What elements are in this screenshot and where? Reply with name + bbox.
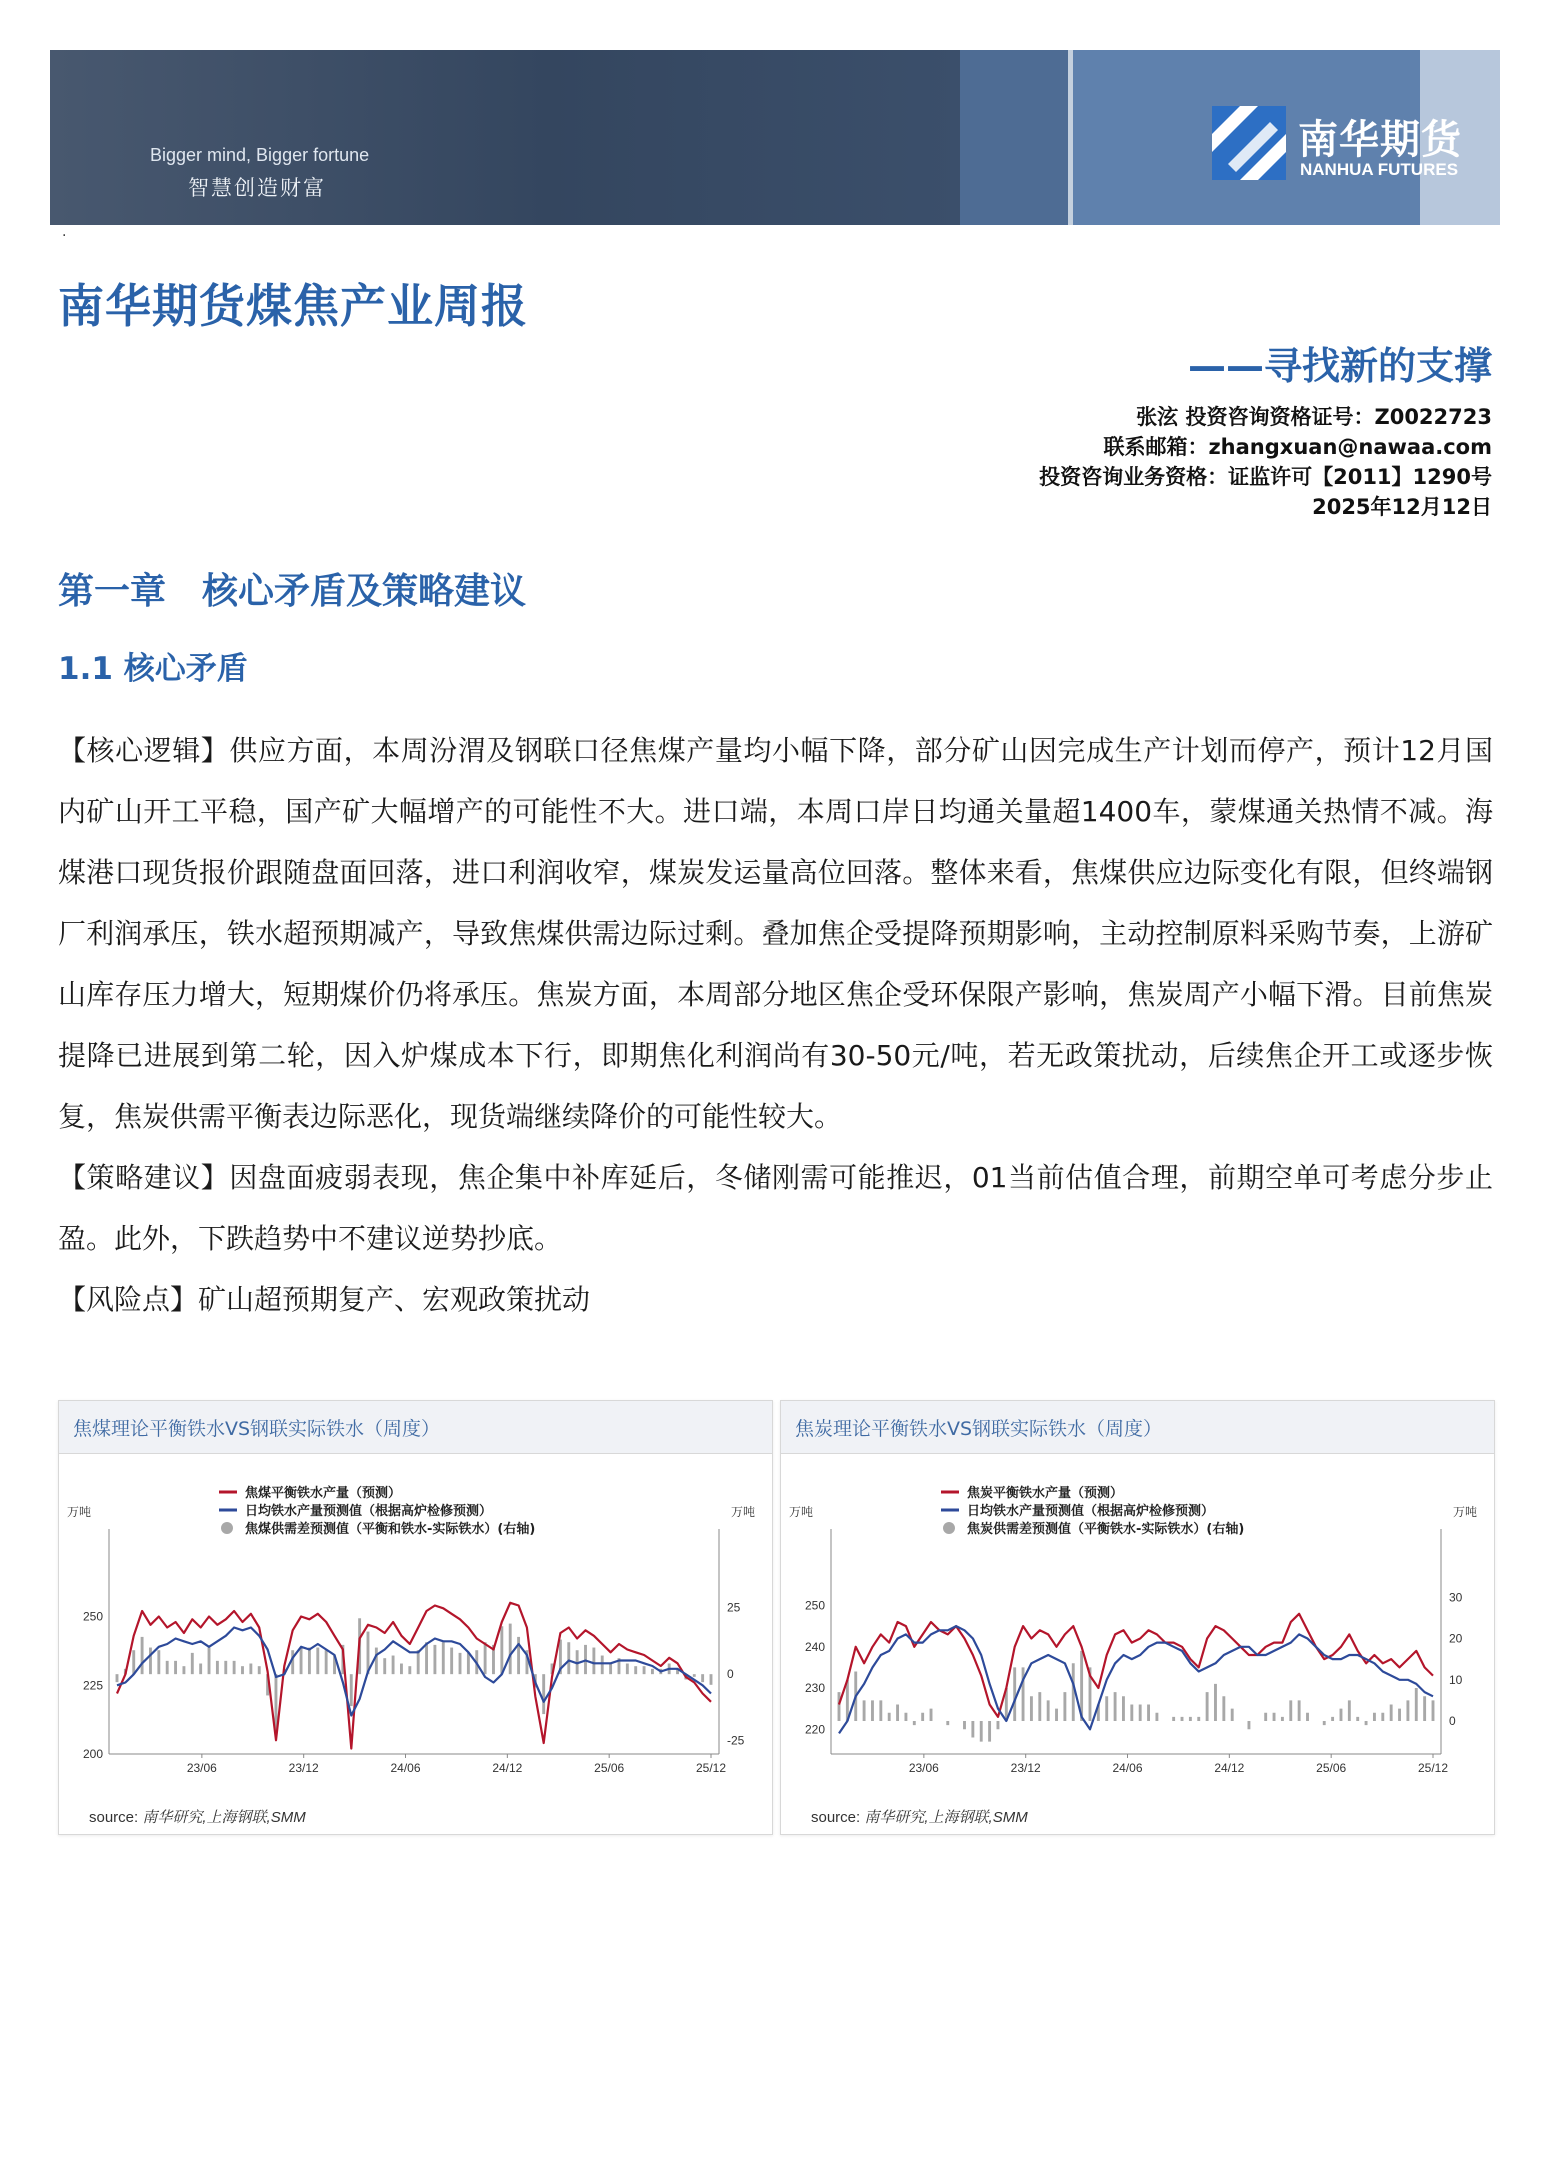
body-text [58, 720, 1493, 1330]
y-tick-label: 220 [804, 1722, 825, 1737]
section-heading: 1.1 核心矛盾 [58, 651, 248, 687]
gap-bar [1114, 1692, 1117, 1721]
legend-label: 焦炭平衡铁水产量（预测） [967, 1486, 1124, 1501]
gap-bar [316, 1648, 319, 1675]
gap-bar [1231, 1709, 1234, 1721]
gap-bar [1306, 1713, 1309, 1721]
gap-bar [1273, 1713, 1276, 1721]
gap-bar [191, 1653, 194, 1674]
gap-bar [634, 1666, 637, 1674]
gap-bar [626, 1664, 629, 1675]
gap-bar [450, 1648, 453, 1675]
gap-bar [1155, 1713, 1158, 1721]
report-subtitle: ——寻找新的支撑 [1187, 344, 1492, 388]
left-axis-unit: 万吨 [67, 1505, 92, 1519]
logo-text-english: NANHUA FUTURES [1300, 160, 1459, 179]
gap-bar [1340, 1709, 1343, 1721]
author-line: 张泫 投资咨询资格证号：Z0022723 [1136, 405, 1492, 429]
gap-bar [1189, 1717, 1192, 1721]
legend-label: 日均铁水产量预测值（根据高炉检修预测） [967, 1504, 1215, 1519]
gap-bar [1365, 1721, 1368, 1725]
gap-bar [567, 1642, 570, 1674]
gap-bar [149, 1648, 152, 1675]
gap-bar [1139, 1705, 1142, 1722]
gap-bar [300, 1648, 303, 1675]
gap-bar [710, 1674, 713, 1685]
gap-bar [879, 1700, 882, 1721]
gap-bar [930, 1709, 933, 1721]
y2-tick-label: -25 [727, 1733, 745, 1748]
gap-bar [199, 1664, 202, 1675]
x-tick-label: 24/12 [492, 1761, 523, 1775]
decorative-dot: · [62, 228, 67, 244]
gap-bar [417, 1650, 420, 1674]
gap-bar [963, 1721, 966, 1729]
gap-bar [1323, 1721, 1326, 1725]
gap-bar [643, 1666, 646, 1674]
gap-bar [1222, 1696, 1225, 1721]
logo-text-chinese: 南华期货 [1298, 117, 1462, 163]
chart-source [811, 1806, 1028, 1827]
legend-label: 日均铁水产量预测值（根据高炉检修预测） [245, 1504, 493, 1519]
gap-bar [216, 1661, 219, 1674]
gap-bar [433, 1645, 436, 1674]
gap-bar [166, 1661, 169, 1674]
gap-bar [1206, 1692, 1209, 1721]
gap-bar [258, 1666, 261, 1674]
x-tick-label: 24/06 [1112, 1761, 1143, 1775]
gap-bar [888, 1713, 891, 1721]
gap-bar [383, 1658, 386, 1674]
gap-bar [467, 1653, 470, 1674]
legend-label: 焦煤平衡铁水产量（预测） [245, 1486, 402, 1501]
core-logic-paragraph: 【核心逻辑】供应方面，本周汾渭及钢联口径焦煤产量均小幅下降，部分矿山因完成生产计划而停产，预计12月国内矿山开工平稳，国产矿大幅增产的可能性不大。进口端，本周口岸日均通关量超1400车，蒙煤通关热情不减。海煤港口现货报价跟随盘面回落，进口利润收窄，煤炭发运量高位回落。整体来看，焦煤供应边际变化有限，但终端钢厂利润承压，铁水超预期减产，导致焦煤供需边际过剩。叠加焦企受提降预期影响，主动控制原料采购节奏，上游矿山库存压力增大，短期煤价仍将承压。焦炭方面，本周部分地区焦企受环保限产影响，焦炭周产小幅下滑。目前焦炭提降已进展到第二轮，因入炉煤成本下行，即期焦化利润尚有30-50元/吨，若无政策扰动，后续焦企开工或逐步恢复，焦炭供需平衡表边际恶化，现货端继续降价的可能性较大。 [58, 734, 1493, 1133]
legend-label: 焦煤供需差预测值（平衡和铁水-实际铁水）(右轴) [245, 1522, 536, 1537]
gap-bar [1423, 1696, 1426, 1721]
gap-bar [241, 1666, 244, 1674]
gap-bar [609, 1664, 612, 1675]
gap-bar [592, 1648, 595, 1675]
y-tick-label: 225 [82, 1678, 103, 1693]
chart-title: 焦炭理论平衡铁水VS钢联实际铁水（周度） [795, 1418, 1163, 1440]
strategy-paragraph: 【策略建议】因盘面疲弱表现，焦企集中补库延后，冬储刚需可能推迟，01当前估值合理，前期空单可考虑分步止盈。此外，下跌趋势中不建议逆势抄底。 [58, 1161, 1493, 1255]
banner-dark-panel [50, 50, 960, 225]
y2-tick-label: 25 [727, 1600, 741, 1615]
gap-bar [1030, 1696, 1033, 1721]
chart-card-coking-coal [58, 1400, 773, 1835]
gap-bar [980, 1721, 983, 1742]
gap-bar [442, 1642, 445, 1674]
gap-bar [1432, 1700, 1435, 1721]
x-tick-label: 23/06 [908, 1761, 939, 1775]
gap-bar [601, 1656, 604, 1675]
header-banner [50, 50, 1500, 225]
gap-bar [157, 1650, 160, 1674]
gap-bar [1281, 1717, 1284, 1721]
gap-bar [1381, 1713, 1384, 1721]
gap-bar [1172, 1717, 1175, 1721]
gap-bar [997, 1721, 1000, 1729]
gap-bar [233, 1661, 236, 1674]
right-axis-unit: 万吨 [1453, 1505, 1478, 1519]
y2-tick-label: 30 [1449, 1590, 1463, 1605]
report-title: 南华期货煤焦产业周报 [58, 279, 528, 333]
gap-bar [971, 1721, 974, 1738]
gap-bar [325, 1650, 328, 1674]
chart-title: 焦煤理论平衡铁水VS钢联实际铁水（周度） [73, 1418, 441, 1440]
gap-bar [1390, 1705, 1393, 1722]
chapter-heading: 第一章 核心矛盾及策略建议 [58, 571, 527, 612]
gap-bar [1406, 1700, 1409, 1721]
chart-source [89, 1806, 306, 1827]
x-tick-label: 23/12 [288, 1761, 319, 1775]
y2-tick-label: 0 [1449, 1714, 1456, 1728]
gap-bar [208, 1648, 211, 1675]
right-axis-unit: 万吨 [731, 1505, 756, 1519]
gap-bar [1289, 1700, 1292, 1721]
gap-bar [1038, 1692, 1041, 1721]
x-tick-label: 25/06 [1316, 1761, 1347, 1775]
y-tick-label: 230 [804, 1681, 825, 1695]
gap-bar [1147, 1705, 1150, 1722]
gap-bar [174, 1661, 177, 1674]
slogan-chinese: 智慧创造财富 [188, 176, 326, 200]
balance-series-line [117, 1603, 711, 1749]
gap-bar [509, 1624, 512, 1675]
email-line: 联系邮箱：zhangxuan@nawaa.com [1103, 435, 1492, 459]
gap-bar [484, 1642, 487, 1674]
gap-bar [651, 1669, 654, 1674]
chart-plot-coking-coal [59, 1454, 770, 1799]
gap-bar [701, 1674, 704, 1682]
gap-bar [1331, 1717, 1334, 1721]
x-tick-label: 24/12 [1214, 1761, 1245, 1775]
gap-bar [1348, 1700, 1351, 1721]
gap-bar [1197, 1717, 1200, 1721]
gap-bar [1130, 1705, 1133, 1722]
y2-tick-label: 10 [1449, 1672, 1463, 1687]
left-axis-unit: 万吨 [789, 1505, 814, 1519]
author-meta [1039, 402, 1492, 522]
gap-bar [946, 1721, 949, 1725]
license-line: 投资咨询业务资格：证监许可【2011】1290号 [1039, 465, 1492, 489]
gap-bar [375, 1648, 378, 1675]
x-tick-label: 24/06 [390, 1761, 421, 1775]
gap-bar [350, 1674, 353, 1706]
gap-bar [308, 1648, 311, 1675]
nanhua-logo-icon [1212, 106, 1286, 180]
legend-label: 焦炭供需差预测值（平衡铁水-实际铁水）(右轴) [967, 1522, 1245, 1537]
gap-bar [224, 1661, 227, 1674]
gap-bar [459, 1653, 462, 1674]
gap-bar [1181, 1717, 1184, 1721]
chart-plot-coke [781, 1454, 1492, 1799]
gap-bar [1105, 1696, 1108, 1721]
source-text: 南华研究,上海钢联,SMM [864, 1809, 1028, 1826]
gap-bar [913, 1721, 916, 1725]
slogan-english: Bigger mind, Bigger fortune [150, 145, 370, 165]
gap-bar [500, 1626, 503, 1674]
gap-bar [896, 1705, 899, 1722]
y2-tick-label: 0 [727, 1667, 734, 1682]
source-text: 南华研究,上海钢联,SMM [142, 1809, 306, 1826]
gap-bar [1247, 1721, 1250, 1729]
gap-bar [132, 1650, 135, 1674]
gap-bar [1415, 1688, 1418, 1721]
x-tick-label: 25/12 [1417, 1761, 1449, 1775]
gap-bar [863, 1700, 866, 1721]
gap-bar [1264, 1713, 1267, 1721]
gap-bar [116, 1674, 119, 1682]
gap-bar [249, 1664, 252, 1675]
gap-bar [1122, 1696, 1125, 1721]
legend-swatch-dot [221, 1522, 233, 1534]
gap-bar [1022, 1667, 1025, 1721]
gap-bar [542, 1674, 545, 1714]
gap-bar [1013, 1667, 1016, 1721]
gap-bar [182, 1666, 185, 1674]
x-tick-label: 25/12 [695, 1761, 727, 1775]
gap-bar [1398, 1709, 1401, 1721]
gap-bar [141, 1637, 144, 1674]
gap-bar [400, 1664, 403, 1675]
banner-blue-panel [960, 50, 1068, 225]
gap-bar [1373, 1713, 1376, 1721]
gap-bar [838, 1692, 841, 1721]
x-tick-label: 23/12 [1010, 1761, 1041, 1775]
y-tick-label: 250 [82, 1609, 103, 1624]
gap-bar [1047, 1700, 1050, 1721]
hot-metal-series-line [117, 1628, 711, 1716]
legend-swatch-dot [943, 1522, 955, 1534]
source-label: source: [811, 1809, 861, 1826]
gap-bar [408, 1666, 411, 1674]
source-label: source: [89, 1809, 139, 1826]
chart-card-coke [780, 1400, 1495, 1835]
gap-bar [871, 1700, 874, 1721]
y-tick-label: 200 [82, 1747, 103, 1761]
report-date: 2025年12月12日 [1312, 495, 1492, 519]
balance-series-line [839, 1614, 1433, 1717]
gap-bar [1298, 1700, 1301, 1721]
gap-bar [392, 1656, 395, 1675]
gap-bar [1055, 1709, 1058, 1721]
gap-bar [1063, 1692, 1066, 1721]
gap-bar [921, 1713, 924, 1721]
gap-bar [425, 1642, 428, 1674]
gap-bar [988, 1721, 991, 1742]
x-tick-label: 25/06 [594, 1761, 625, 1775]
gap-bar [904, 1713, 907, 1721]
y2-tick-label: 20 [1449, 1631, 1463, 1646]
y-tick-label: 240 [804, 1639, 825, 1654]
y-tick-label: 250 [804, 1598, 825, 1613]
gap-bar [693, 1674, 696, 1677]
risk-paragraph: 【风险点】矿山超预期复产、宏观政策扰动 [58, 1283, 591, 1316]
gap-bar [517, 1637, 520, 1674]
gap-bar [1356, 1717, 1359, 1721]
gap-bar [1214, 1684, 1217, 1721]
x-tick-label: 23/06 [186, 1761, 217, 1775]
